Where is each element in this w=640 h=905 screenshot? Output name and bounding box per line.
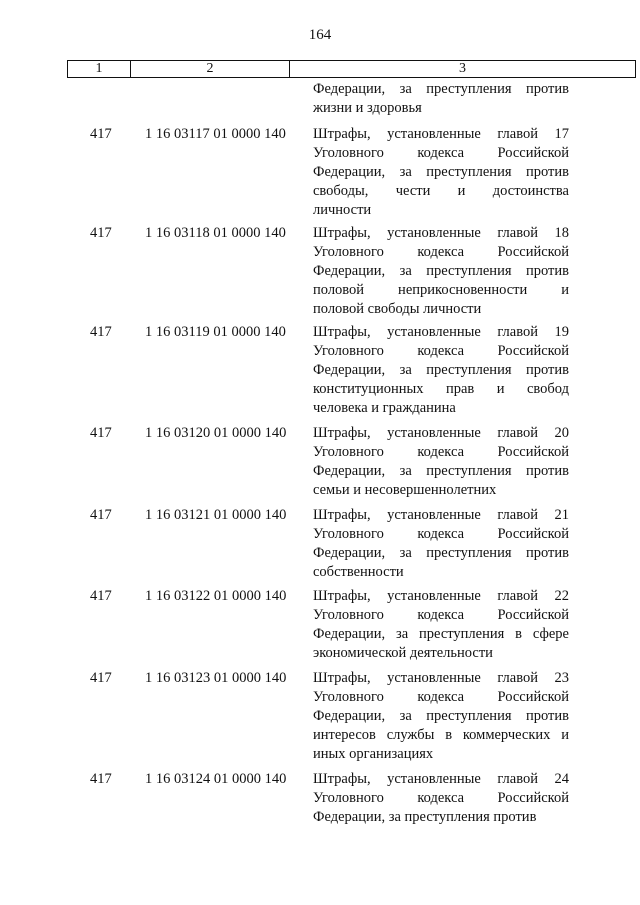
description-line: половой свободы личности [313,301,482,317]
revenue-code: 1 16 03123 01 0000 140 [145,670,287,686]
revenue-description [313,587,569,663]
admin-code: 417 [90,670,112,686]
description-line: Федерации, за преступления в сфере [313,626,569,642]
column-header-table [67,60,636,78]
description-line: семьи и несовершеннолетних [313,482,497,498]
revenue-description [313,669,569,764]
column-header-2: 2 [131,61,290,78]
description-line: Уголовного кодекса Российской [313,444,569,460]
description-line: Федерации, за преступления против [313,809,537,825]
description-line: Уголовного кодекса Российской [313,790,569,806]
column-header-3: 3 [290,61,636,78]
description-line: Федерации, за преступления против [313,545,569,561]
column-header-1: 1 [68,61,131,78]
revenue-description [313,125,569,220]
admin-code: 417 [90,225,112,241]
admin-code: 417 [90,771,112,787]
description-line: личности [313,202,372,218]
description-line: жизни и здоровья [313,100,422,116]
description-line: Штрафы, установленные главой 24 [313,771,569,787]
revenue-description [313,506,569,582]
revenue-code: 1 16 03121 01 0000 140 [145,507,287,523]
description-line: Уголовного кодекса Российской [313,607,569,623]
revenue-code: 1 16 03124 01 0000 140 [145,771,287,787]
admin-code: 417 [90,425,112,441]
continued-description [313,80,569,118]
revenue-code: 1 16 03117 01 0000 140 [145,126,286,142]
revenue-description [313,323,569,418]
description-line: Штрафы, установленные главой 19 [313,324,569,340]
revenue-description [313,224,569,319]
description-line: Уголовного кодекса Российской [313,343,569,359]
admin-code: 417 [90,588,112,604]
description-line: человека и гражданина [313,400,456,416]
description-line: Штрафы, установленные главой 22 [313,588,569,604]
description-line: Уголовного кодекса Российской [313,526,569,542]
description-line: Федерации, за преступления против [313,463,569,479]
description-line: Федерации, за преступления против [313,362,569,378]
description-line: Штрафы, установленные главой 21 [313,507,569,523]
description-line: свободы, чести и достоинства [313,183,569,199]
description-line: интересов службы в коммерческих и [313,727,569,743]
description-line: половой неприкосновенности и [313,282,569,298]
description-line: Федерации, за преступления против [313,263,569,279]
revenue-code: 1 16 03122 01 0000 140 [145,588,287,604]
description-line: Штрафы, установленные главой 23 [313,670,569,686]
description-line: конституционных прав и свобод [313,381,569,397]
admin-code: 417 [90,324,112,340]
revenue-code: 1 16 03119 01 0000 140 [145,324,286,340]
description-line: Уголовного кодекса Российской [313,244,569,260]
description-line: Штрафы, установленные главой 20 [313,425,569,441]
description-line: собственности [313,564,404,580]
description-line: Уголовного кодекса Российской [313,145,569,161]
description-line: Штрафы, установленные главой 18 [313,225,569,241]
revenue-description [313,424,569,500]
page-number: 164 [308,27,332,43]
description-line: иных организациях [313,746,434,762]
revenue-code: 1 16 03120 01 0000 140 [145,425,287,441]
admin-code: 417 [90,126,112,142]
description-line: Штрафы, установленные главой 17 [313,126,569,142]
description-line: Федерации, за преступления против [313,81,569,97]
description-line: Федерации, за преступления против [313,708,569,724]
description-line: Федерации, за преступления против [313,164,569,180]
description-line: экономической деятельности [313,645,493,661]
revenue-code: 1 16 03118 01 0000 140 [145,225,286,241]
admin-code: 417 [90,507,112,523]
revenue-description [313,770,569,827]
description-line: Уголовного кодекса Российской [313,689,569,705]
